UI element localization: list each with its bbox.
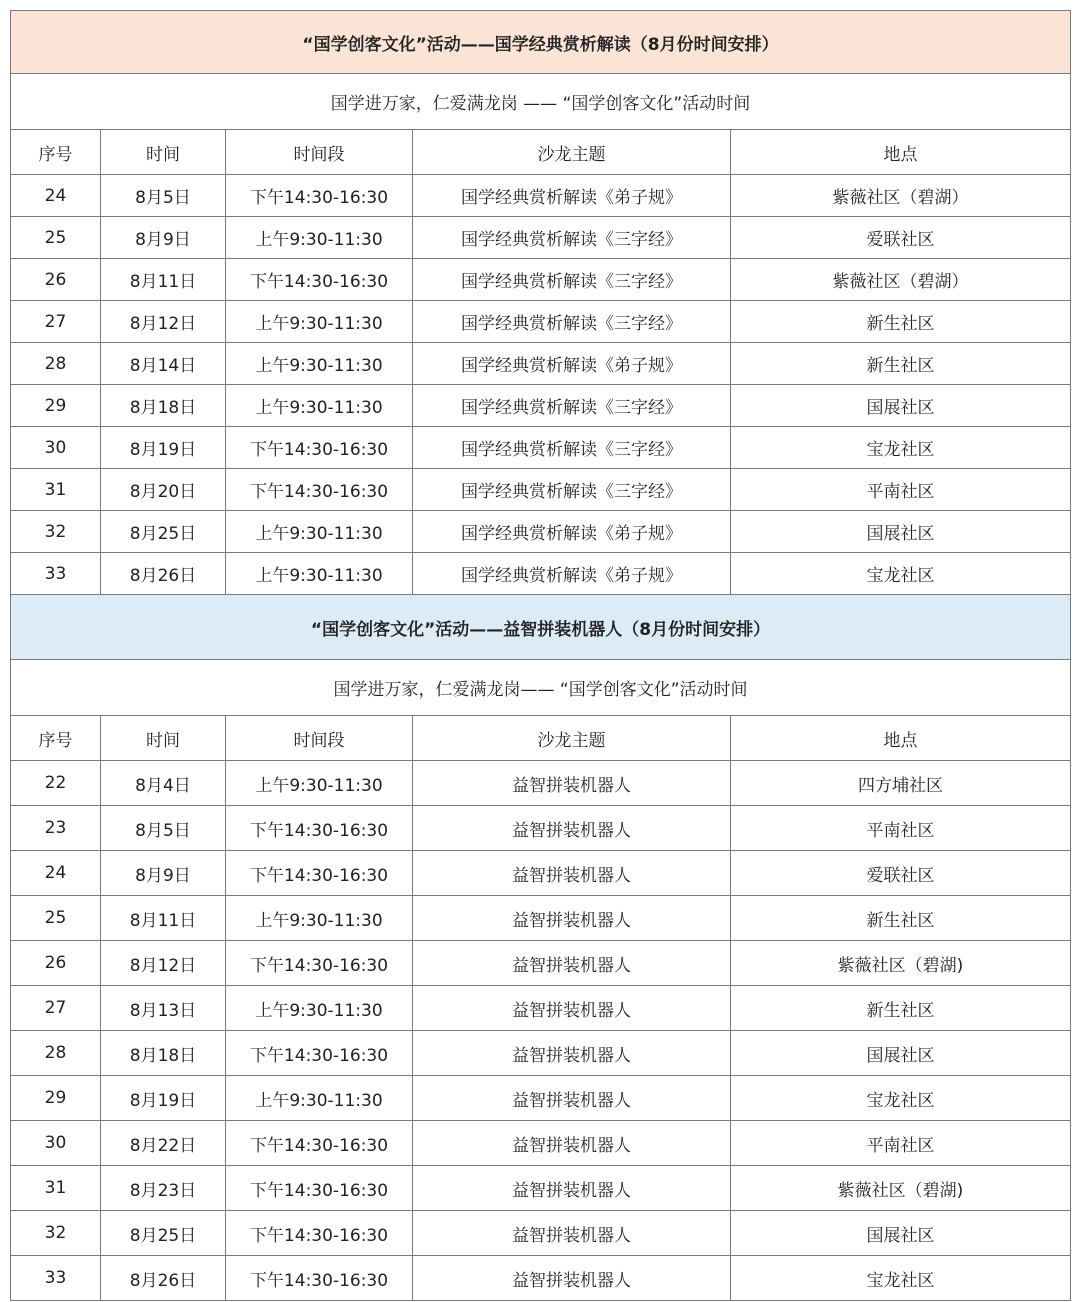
cell-index: 22 bbox=[11, 761, 101, 806]
section-subtitle-row bbox=[11, 660, 1071, 716]
schedule-sheet bbox=[10, 10, 1070, 1301]
cell-location: 紫薇社区（碧湖) bbox=[731, 1166, 1071, 1211]
table-row bbox=[11, 343, 1071, 385]
cell-date: 8月14日 bbox=[101, 343, 226, 385]
table-row bbox=[11, 941, 1071, 986]
cell-index: 33 bbox=[11, 1256, 101, 1301]
cell-date: 8月18日 bbox=[101, 385, 226, 427]
cell-time-slot: 下午14:30-16:30 bbox=[226, 469, 413, 511]
cell-topic: 国学经典赏析解读《三字经》 bbox=[413, 469, 731, 511]
cell-time-slot: 上午9:30-11:30 bbox=[226, 896, 413, 941]
header-location: 地点 bbox=[731, 130, 1071, 175]
cell-index: 31 bbox=[11, 1166, 101, 1211]
cell-topic: 国学经典赏析解读《弟子规》 bbox=[413, 175, 731, 217]
header-topic: 沙龙主题 bbox=[413, 130, 731, 175]
cell-date: 8月12日 bbox=[101, 941, 226, 986]
cell-location: 平南社区 bbox=[731, 469, 1071, 511]
cell-time-slot: 上午9:30-11:30 bbox=[226, 553, 413, 595]
cell-date: 8月13日 bbox=[101, 986, 226, 1031]
cell-date: 8月19日 bbox=[101, 1076, 226, 1121]
cell-location: 紫薇社区（碧湖） bbox=[731, 259, 1071, 301]
table-row bbox=[11, 259, 1071, 301]
cell-location: 宝龙社区 bbox=[731, 427, 1071, 469]
cell-index: 26 bbox=[11, 259, 101, 301]
cell-topic: 益智拼装机器人 bbox=[413, 806, 731, 851]
cell-location: 紫薇社区（碧湖） bbox=[731, 175, 1071, 217]
cell-location: 宝龙社区 bbox=[731, 1256, 1071, 1301]
table-row bbox=[11, 1031, 1071, 1076]
cell-time-slot: 上午9:30-11:30 bbox=[226, 343, 413, 385]
cell-topic: 益智拼装机器人 bbox=[413, 1031, 731, 1076]
cell-time-slot: 下午14:30-16:30 bbox=[226, 259, 413, 301]
cell-date: 8月22日 bbox=[101, 1121, 226, 1166]
cell-index: 25 bbox=[11, 217, 101, 259]
cell-location: 宝龙社区 bbox=[731, 553, 1071, 595]
cell-index: 24 bbox=[11, 851, 101, 896]
header-time-slot: 时间段 bbox=[226, 716, 413, 761]
section-subtitle-row bbox=[11, 74, 1071, 130]
table-row bbox=[11, 1211, 1071, 1256]
cell-time-slot: 下午14:30-16:30 bbox=[226, 427, 413, 469]
table-row bbox=[11, 761, 1071, 806]
header-location: 地点 bbox=[731, 716, 1071, 761]
cell-location: 新生社区 bbox=[731, 343, 1071, 385]
section-robots bbox=[11, 595, 1071, 1301]
section-subtitle: 国学进万家，仁爱满龙岗—— “国学创客文化”活动时间 bbox=[11, 660, 1071, 716]
cell-location: 新生社区 bbox=[731, 986, 1071, 1031]
cell-topic: 国学经典赏析解读《弟子规》 bbox=[413, 343, 731, 385]
cell-topic: 益智拼装机器人 bbox=[413, 761, 731, 806]
cell-topic: 益智拼装机器人 bbox=[413, 896, 731, 941]
section-title-row bbox=[11, 595, 1071, 660]
cell-date: 8月11日 bbox=[101, 896, 226, 941]
cell-index: 31 bbox=[11, 469, 101, 511]
cell-time-slot: 下午14:30-16:30 bbox=[226, 806, 413, 851]
cell-index: 32 bbox=[11, 511, 101, 553]
schedule-table bbox=[10, 10, 1071, 1301]
table-row bbox=[11, 1166, 1071, 1211]
cell-topic: 国学经典赏析解读《三字经》 bbox=[413, 217, 731, 259]
cell-time-slot: 下午14:30-16:30 bbox=[226, 1166, 413, 1211]
cell-topic: 益智拼装机器人 bbox=[413, 1256, 731, 1301]
table-row bbox=[11, 896, 1071, 941]
section-title: “国学创客文化”活动——益智拼装机器人（8月份时间安排） bbox=[11, 595, 1071, 660]
cell-time-slot: 上午9:30-11:30 bbox=[226, 1076, 413, 1121]
cell-topic: 益智拼装机器人 bbox=[413, 1076, 731, 1121]
cell-date: 8月12日 bbox=[101, 301, 226, 343]
cell-location: 新生社区 bbox=[731, 301, 1071, 343]
cell-location: 国展社区 bbox=[731, 385, 1071, 427]
section-title: “国学创客文化”活动——国学经典赏析解读（8月份时间安排） bbox=[11, 11, 1071, 74]
cell-index: 26 bbox=[11, 941, 101, 986]
cell-topic: 益智拼装机器人 bbox=[413, 1166, 731, 1211]
cell-location: 新生社区 bbox=[731, 896, 1071, 941]
cell-location: 国展社区 bbox=[731, 511, 1071, 553]
table-row bbox=[11, 806, 1071, 851]
cell-time-slot: 下午14:30-16:30 bbox=[226, 941, 413, 986]
section-title-row bbox=[11, 11, 1071, 74]
cell-time-slot: 上午9:30-11:30 bbox=[226, 986, 413, 1031]
cell-index: 33 bbox=[11, 553, 101, 595]
cell-date: 8月25日 bbox=[101, 1211, 226, 1256]
cell-time-slot: 上午9:30-11:30 bbox=[226, 511, 413, 553]
cell-topic: 国学经典赏析解读《三字经》 bbox=[413, 259, 731, 301]
cell-location: 四方埔社区 bbox=[731, 761, 1071, 806]
cell-location: 平南社区 bbox=[731, 806, 1071, 851]
header-date: 时间 bbox=[101, 130, 226, 175]
table-row bbox=[11, 469, 1071, 511]
cell-time-slot: 下午14:30-16:30 bbox=[226, 1031, 413, 1076]
cell-topic: 国学经典赏析解读《弟子规》 bbox=[413, 553, 731, 595]
header-date: 时间 bbox=[101, 716, 226, 761]
cell-time-slot: 下午14:30-16:30 bbox=[226, 1211, 413, 1256]
header-index: 序号 bbox=[11, 716, 101, 761]
cell-date: 8月9日 bbox=[101, 217, 226, 259]
cell-index: 30 bbox=[11, 427, 101, 469]
cell-index: 27 bbox=[11, 301, 101, 343]
table-row bbox=[11, 385, 1071, 427]
cell-date: 8月5日 bbox=[101, 175, 226, 217]
cell-index: 23 bbox=[11, 806, 101, 851]
cell-date: 8月23日 bbox=[101, 1166, 226, 1211]
cell-time-slot: 下午14:30-16:30 bbox=[226, 851, 413, 896]
table-row bbox=[11, 553, 1071, 595]
header-time-slot: 时间段 bbox=[226, 130, 413, 175]
cell-topic: 益智拼装机器人 bbox=[413, 941, 731, 986]
cell-location: 宝龙社区 bbox=[731, 1076, 1071, 1121]
table-row bbox=[11, 175, 1071, 217]
cell-time-slot: 下午14:30-16:30 bbox=[226, 175, 413, 217]
cell-time-slot: 下午14:30-16:30 bbox=[226, 1256, 413, 1301]
table-row bbox=[11, 1256, 1071, 1301]
cell-date: 8月20日 bbox=[101, 469, 226, 511]
cell-index: 30 bbox=[11, 1121, 101, 1166]
cell-location: 平南社区 bbox=[731, 1121, 1071, 1166]
table-row bbox=[11, 301, 1071, 343]
cell-date: 8月9日 bbox=[101, 851, 226, 896]
column-header-row bbox=[11, 130, 1071, 175]
cell-date: 8月5日 bbox=[101, 806, 226, 851]
cell-index: 28 bbox=[11, 343, 101, 385]
cell-topic: 益智拼装机器人 bbox=[413, 1121, 731, 1166]
cell-date: 8月26日 bbox=[101, 1256, 226, 1301]
cell-time-slot: 上午9:30-11:30 bbox=[226, 385, 413, 427]
cell-date: 8月11日 bbox=[101, 259, 226, 301]
cell-date: 8月4日 bbox=[101, 761, 226, 806]
table-row bbox=[11, 986, 1071, 1031]
cell-topic: 国学经典赏析解读《三字经》 bbox=[413, 427, 731, 469]
cell-index: 28 bbox=[11, 1031, 101, 1076]
cell-index: 25 bbox=[11, 896, 101, 941]
column-header-row bbox=[11, 716, 1071, 761]
cell-date: 8月19日 bbox=[101, 427, 226, 469]
cell-topic: 益智拼装机器人 bbox=[413, 986, 731, 1031]
table-row bbox=[11, 1121, 1071, 1166]
cell-location: 爱联社区 bbox=[731, 217, 1071, 259]
table-row bbox=[11, 1076, 1071, 1121]
cell-topic: 国学经典赏析解读《弟子规》 bbox=[413, 511, 731, 553]
cell-topic: 益智拼装机器人 bbox=[413, 1211, 731, 1256]
table-row bbox=[11, 217, 1071, 259]
cell-time-slot: 下午14:30-16:30 bbox=[226, 1121, 413, 1166]
cell-time-slot: 上午9:30-11:30 bbox=[226, 217, 413, 259]
header-topic: 沙龙主题 bbox=[413, 716, 731, 761]
cell-date: 8月18日 bbox=[101, 1031, 226, 1076]
table-row bbox=[11, 511, 1071, 553]
section-classics bbox=[11, 11, 1071, 595]
cell-time-slot: 上午9:30-11:30 bbox=[226, 301, 413, 343]
cell-index: 29 bbox=[11, 385, 101, 427]
cell-date: 8月26日 bbox=[101, 553, 226, 595]
section-subtitle: 国学进万家，仁爱满龙岗 —— “国学创客文化”活动时间 bbox=[11, 74, 1071, 130]
cell-location: 国展社区 bbox=[731, 1031, 1071, 1076]
header-index: 序号 bbox=[11, 130, 101, 175]
cell-date: 8月25日 bbox=[101, 511, 226, 553]
cell-index: 32 bbox=[11, 1211, 101, 1256]
cell-topic: 国学经典赏析解读《三字经》 bbox=[413, 301, 731, 343]
table-row bbox=[11, 427, 1071, 469]
cell-time-slot: 上午9:30-11:30 bbox=[226, 761, 413, 806]
cell-index: 27 bbox=[11, 986, 101, 1031]
table-row bbox=[11, 851, 1071, 896]
cell-location: 爱联社区 bbox=[731, 851, 1071, 896]
cell-location: 国展社区 bbox=[731, 1211, 1071, 1256]
cell-topic: 益智拼装机器人 bbox=[413, 851, 731, 896]
cell-index: 24 bbox=[11, 175, 101, 217]
cell-topic: 国学经典赏析解读《三字经》 bbox=[413, 385, 731, 427]
cell-location: 紫薇社区（碧湖) bbox=[731, 941, 1071, 986]
cell-index: 29 bbox=[11, 1076, 101, 1121]
